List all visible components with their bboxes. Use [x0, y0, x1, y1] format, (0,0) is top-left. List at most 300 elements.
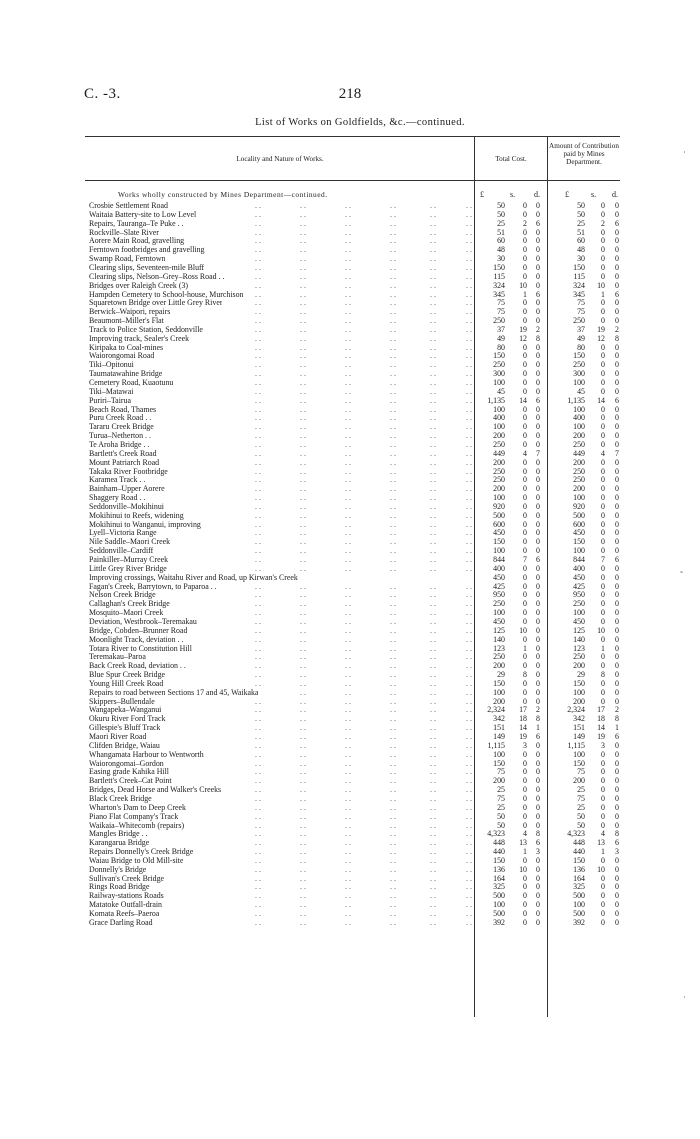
- leader-dots: . .: [300, 378, 306, 387]
- total-cost-cell: 400: [493, 563, 505, 573]
- leader-dots: . .: [466, 767, 472, 777]
- leader-dots: . .: [300, 431, 306, 441]
- leader-dots: . .: [255, 519, 261, 529]
- contribution-cell: 151: [573, 723, 585, 733]
- leader-dots: . .: [255, 413, 261, 423]
- table-row: [0, 759, 700, 768]
- leader-dots: . .: [390, 581, 396, 591]
- leader-dots: . .: [430, 201, 436, 210]
- total-cost-cell: 25: [497, 785, 505, 795]
- leader-dots: . .: [466, 625, 472, 635]
- contribution-cell: 0: [601, 793, 605, 803]
- contribution-cell: 250: [573, 316, 585, 326]
- currency-pence: d.: [534, 190, 540, 199]
- leader-dots: . .: [345, 324, 351, 334]
- contribution-cell: 100: [573, 404, 585, 414]
- total-cost-cell: 0: [523, 608, 527, 618]
- work-name: Kiripaka to Coal-mines: [89, 342, 164, 352]
- table-row: [0, 307, 700, 316]
- leader-dots: . .: [300, 776, 306, 786]
- contribution-cell: 1: [601, 643, 605, 653]
- contribution-cell: 0: [601, 493, 605, 503]
- table-row: [0, 847, 700, 856]
- work-name: Seddonville–Cardiff: [89, 546, 154, 556]
- leader-dots: . .: [390, 333, 396, 343]
- total-cost-cell: 0: [536, 510, 540, 520]
- leader-dots: . .: [255, 422, 261, 432]
- leader-dots: . .: [345, 590, 351, 600]
- total-cost-cell: 0: [523, 687, 527, 697]
- leader-dots: . .: [390, 723, 396, 733]
- leader-dots: . .: [300, 386, 306, 396]
- leader-dots: . .: [430, 873, 436, 883]
- leader-dots: . .: [466, 448, 472, 458]
- leader-dots: . .: [390, 705, 396, 715]
- contribution-cell: 0: [601, 696, 605, 706]
- leader-dots: . .: [466, 732, 472, 741]
- leader-dots: . .: [430, 714, 436, 724]
- leader-dots: . .: [255, 705, 261, 715]
- total-cost-cell: 250: [493, 466, 505, 476]
- total-cost-cell: 100: [493, 749, 505, 759]
- leader-dots: . .: [255, 537, 261, 547]
- leader-dots: . .: [255, 599, 261, 609]
- work-name: Mosquito–Maori Creek: [89, 608, 164, 618]
- total-cost-cell: 13: [519, 838, 527, 848]
- contribution-cell: 0: [615, 802, 619, 812]
- column-header-locality: Locality and Nature of Works.: [236, 155, 324, 163]
- contribution-cell: 0: [615, 634, 619, 644]
- work-name: Gillespie's Bluff Track: [89, 723, 161, 733]
- leader-dots: . .: [430, 811, 436, 821]
- leader-dots: . .: [255, 475, 261, 485]
- contribution-cell: 440: [573, 847, 585, 857]
- contribution-cell: 0: [601, 431, 605, 441]
- contribution-cell: 100: [573, 900, 585, 910]
- total-cost-cell: 0: [536, 413, 540, 423]
- contribution-cell: 425: [573, 581, 585, 591]
- contribution-cell: 25: [577, 785, 585, 795]
- table-row: [0, 874, 700, 883]
- table-row: [0, 493, 700, 502]
- leader-dots: . .: [466, 493, 472, 503]
- table-row: [0, 210, 700, 219]
- total-cost-cell: 0: [523, 917, 527, 927]
- leader-dots: . .: [466, 616, 472, 626]
- total-cost-cell: 17: [519, 705, 527, 715]
- contribution-cell: 0: [615, 342, 619, 352]
- leader-dots: . .: [300, 501, 306, 511]
- leader-dots: . .: [430, 838, 436, 848]
- work-name: Blue Spur Creek Bridge: [89, 670, 166, 680]
- total-cost-cell: 30: [497, 254, 505, 264]
- contribution-cell: 0: [615, 687, 619, 697]
- leader-dots: . .: [300, 652, 306, 662]
- contribution-cell: 150: [573, 855, 585, 865]
- leader-dots: . .: [300, 227, 306, 237]
- contribution-cell: 0: [601, 519, 605, 529]
- work-name: Seddonville–Mokihinui: [89, 501, 164, 511]
- contribution-cell: 0: [601, 369, 605, 379]
- leader-dots: . .: [300, 855, 306, 865]
- leader-dots: . .: [255, 590, 261, 600]
- contribution-cell: 0: [601, 678, 605, 688]
- leader-dots: . .: [345, 378, 351, 387]
- leader-dots: . .: [430, 581, 436, 591]
- leader-dots: . .: [345, 652, 351, 662]
- contribution-cell: 0: [615, 599, 619, 609]
- leader-dots: . .: [430, 386, 436, 396]
- total-cost-cell: 50: [497, 209, 505, 219]
- contribution-cell: 342: [573, 714, 585, 724]
- table-row: [0, 891, 700, 900]
- leader-dots: . .: [390, 802, 396, 812]
- total-cost-cell: 150: [493, 678, 505, 688]
- leader-dots: . .: [466, 378, 472, 387]
- leader-dots: . .: [466, 510, 472, 520]
- contribution-cell: 12: [597, 333, 605, 343]
- total-cost-cell: 6: [536, 555, 540, 564]
- leader-dots: . .: [390, 342, 396, 352]
- table-row: [0, 475, 700, 484]
- leader-dots: . .: [430, 909, 436, 918]
- table-row: [0, 794, 700, 803]
- leader-dots: . .: [255, 829, 261, 839]
- leader-dots: . .: [466, 245, 472, 255]
- table-row: [0, 688, 700, 697]
- table-row: [0, 369, 700, 378]
- total-cost-cell: 250: [493, 652, 505, 662]
- currency-pound: £: [480, 190, 484, 199]
- total-cost-cell: 60: [497, 236, 505, 246]
- contribution-cell: 0: [615, 298, 619, 308]
- leader-dots: . .: [430, 705, 436, 715]
- total-cost-cell: 150: [493, 537, 505, 547]
- leader-dots: . .: [466, 776, 472, 786]
- leader-dots: . .: [300, 616, 306, 626]
- leader-dots: . .: [300, 528, 306, 538]
- contribution-cell: 6: [615, 555, 619, 564]
- leader-dots: . .: [255, 342, 261, 352]
- contribution-cell: 0: [615, 413, 619, 423]
- leader-dots: . .: [300, 785, 306, 795]
- contribution-cell: 0: [601, 510, 605, 520]
- work-name: Cemetery Road, Kuaotunu: [89, 378, 174, 387]
- leader-dots: . .: [430, 829, 436, 839]
- contribution-cell: 100: [573, 546, 585, 556]
- contribution-cell: 0: [615, 670, 619, 680]
- contribution-cell: 0: [601, 262, 605, 272]
- total-cost-cell: 19: [519, 324, 527, 334]
- table-row: [0, 298, 700, 307]
- leader-dots: . .: [430, 847, 436, 857]
- leader-dots: . .: [430, 793, 436, 803]
- leader-dots: . .: [430, 369, 436, 379]
- total-cost-cell: 0: [536, 758, 540, 768]
- leader-dots: . .: [255, 678, 261, 688]
- work-name: Clearing slips, Seventeen-mile Bluff: [89, 262, 205, 272]
- leader-dots: . .: [300, 271, 306, 281]
- leader-dots: . .: [390, 271, 396, 281]
- leader-dots: . .: [390, 245, 396, 255]
- leader-dots: . .: [466, 271, 472, 281]
- work-name: Rockville–Slate River: [89, 227, 159, 237]
- leader-dots: . .: [255, 723, 261, 733]
- leader-dots: . .: [255, 749, 261, 759]
- total-cost-cell: 6: [536, 395, 540, 405]
- table-row: [0, 635, 700, 644]
- total-cost-cell: 450: [493, 572, 505, 582]
- total-cost-cell: 0: [523, 510, 527, 520]
- leader-dots: . .: [390, 873, 396, 883]
- leader-dots: . .: [255, 900, 261, 910]
- total-cost-cell: 0: [523, 873, 527, 883]
- leader-dots: . .: [345, 740, 351, 750]
- contribution-cell: 0: [615, 625, 619, 635]
- contribution-cell: 0: [615, 271, 619, 281]
- leader-dots: . .: [390, 811, 396, 821]
- total-cost-cell: 25: [497, 802, 505, 812]
- total-cost-cell: 0: [536, 599, 540, 609]
- contribution-cell: 0: [601, 661, 605, 671]
- total-cost-cell: 844: [493, 555, 505, 564]
- total-cost-cell: 0: [523, 262, 527, 272]
- leader-dots: . .: [466, 696, 472, 706]
- table-row: [0, 413, 700, 422]
- contribution-cell: 0: [601, 271, 605, 281]
- leader-dots: . .: [390, 917, 396, 927]
- contribution-cell: 75: [577, 307, 585, 317]
- total-cost-cell: 250: [493, 316, 505, 326]
- leader-dots: . .: [345, 891, 351, 901]
- leader-dots: . .: [345, 307, 351, 317]
- table-row: [0, 360, 700, 369]
- total-cost-cell: 0: [536, 209, 540, 219]
- contribution-cell: 75: [577, 767, 585, 777]
- total-cost-cell: 0: [523, 466, 527, 476]
- column-header-contribution: Amount of Contribution paid by Mines Department.: [549, 142, 619, 166]
- contribution-cell: 49: [577, 333, 585, 343]
- contribution-cell: 345: [573, 289, 585, 299]
- leader-dots: . .: [466, 546, 472, 556]
- leader-dots: . .: [345, 431, 351, 441]
- leader-dots: . .: [300, 599, 306, 609]
- leader-dots: . .: [345, 227, 351, 237]
- contribution-cell: 0: [615, 439, 619, 449]
- leader-dots: . .: [390, 900, 396, 910]
- total-cost-cell: 3: [523, 740, 527, 750]
- leader-dots: . .: [466, 369, 472, 379]
- contribution-cell: 0: [615, 767, 619, 777]
- leader-dots: . .: [300, 563, 306, 573]
- leader-dots: . .: [466, 749, 472, 759]
- total-cost-cell: 0: [523, 900, 527, 910]
- leader-dots: . .: [390, 466, 396, 476]
- total-cost-cell: 100: [493, 900, 505, 910]
- total-cost-cell: 0: [536, 271, 540, 281]
- leader-dots: . .: [300, 749, 306, 759]
- leader-dots: . .: [466, 909, 472, 918]
- contribution-cell: 200: [573, 457, 585, 467]
- contribution-cell: 150: [573, 262, 585, 272]
- work-name: Squaretown Bridge over Little Grey River: [89, 298, 223, 308]
- table-row: [0, 201, 700, 210]
- contribution-cell: 200: [573, 431, 585, 441]
- work-name: Clearing slips, Nelson–Grey–Ross Road . .: [89, 271, 225, 281]
- contribution-cell: 6: [615, 732, 619, 741]
- leader-dots: . .: [345, 245, 351, 255]
- total-cost-cell: 0: [523, 245, 527, 255]
- contribution-cell: 250: [573, 475, 585, 485]
- table-row: [0, 343, 700, 352]
- leader-dots: . .: [466, 608, 472, 618]
- table-row: [0, 909, 700, 918]
- currency-pence-2: d.: [612, 190, 618, 199]
- contribution-cell: 0: [615, 378, 619, 387]
- leader-dots: . .: [255, 767, 261, 777]
- table-row: [0, 608, 700, 617]
- total-cost-cell: 500: [493, 510, 505, 520]
- work-name: Nelson Creek Bridge: [89, 590, 156, 600]
- contribution-cell: 4: [601, 829, 605, 839]
- total-cost-cell: 0: [523, 236, 527, 246]
- leader-dots: . .: [466, 634, 472, 644]
- work-name: Skippers–Bullendale: [89, 696, 155, 706]
- total-cost-cell: 140: [493, 634, 505, 644]
- leader-dots: . .: [345, 785, 351, 795]
- total-cost-cell: 200: [493, 431, 505, 441]
- margin-mark: ˙: [683, 150, 686, 160]
- leader-dots: . .: [345, 723, 351, 733]
- total-cost-cell: 450: [493, 528, 505, 538]
- leader-dots: . .: [466, 386, 472, 396]
- leader-dots: . .: [390, 687, 396, 697]
- leader-dots: . .: [466, 209, 472, 219]
- total-cost-cell: 123: [493, 643, 505, 653]
- total-cost-cell: 0: [536, 422, 540, 432]
- leader-dots: . .: [345, 643, 351, 653]
- leader-dots: . .: [466, 847, 472, 857]
- leader-dots: . .: [255, 245, 261, 255]
- leader-dots: . .: [345, 528, 351, 538]
- table-row: [0, 900, 700, 909]
- leader-dots: . .: [300, 422, 306, 432]
- total-cost-cell: 0: [536, 678, 540, 688]
- leader-dots: . .: [390, 528, 396, 538]
- leader-dots: . .: [345, 360, 351, 370]
- leader-dots: . .: [255, 793, 261, 803]
- work-name: Mount Patriarch Road: [89, 457, 160, 467]
- total-cost-cell: 80: [497, 342, 505, 352]
- contribution-cell: 0: [615, 316, 619, 326]
- leader-dots: . .: [255, 404, 261, 414]
- leader-dots: . .: [430, 218, 436, 228]
- work-name: Bainham–Upper Aorere: [89, 484, 165, 494]
- contribution-cell: 14: [597, 723, 605, 733]
- leader-dots: . .: [430, 776, 436, 786]
- contribution-cell: 0: [615, 475, 619, 485]
- total-cost-cell: 0: [523, 793, 527, 803]
- leader-dots: . .: [390, 909, 396, 918]
- leader-dots: . .: [255, 847, 261, 857]
- work-name: Ferntown footbridges and gravelling: [89, 245, 205, 255]
- work-name: Donnelly's Bridge: [89, 864, 147, 874]
- contribution-cell: 125: [573, 625, 585, 635]
- leader-dots: . .: [345, 262, 351, 272]
- leader-dots: . .: [430, 484, 436, 494]
- contribution-cell: 100: [573, 749, 585, 759]
- leader-dots: . .: [390, 696, 396, 706]
- leader-dots: . .: [466, 466, 472, 476]
- leader-dots: . .: [345, 395, 351, 405]
- leader-dots: . .: [390, 785, 396, 795]
- total-cost-cell: 50: [497, 811, 505, 821]
- contribution-cell: 136: [573, 864, 585, 874]
- contribution-cell: 0: [615, 616, 619, 626]
- total-cost-cell: 250: [493, 599, 505, 609]
- total-cost-cell: 149: [493, 732, 505, 741]
- total-cost-cell: 0: [523, 855, 527, 865]
- contribution-cell: 0: [601, 378, 605, 387]
- total-cost-cell: 0: [523, 661, 527, 671]
- total-cost-cell: 8: [536, 829, 540, 839]
- work-name: Karamea Track . .: [89, 475, 146, 485]
- total-cost-cell: 400: [493, 413, 505, 423]
- leader-dots: . .: [430, 324, 436, 334]
- contribution-cell: 0: [615, 776, 619, 786]
- leader-dots: . .: [255, 811, 261, 821]
- total-cost-cell: 392: [493, 917, 505, 927]
- work-name: Mangles Bridge . .: [89, 829, 148, 839]
- leader-dots: . .: [390, 519, 396, 529]
- total-cost-cell: 19: [519, 732, 527, 741]
- total-cost-cell: 0: [523, 776, 527, 786]
- leader-dots: . .: [345, 386, 351, 396]
- leader-dots: . .: [345, 749, 351, 759]
- leader-dots: . .: [300, 236, 306, 246]
- leader-dots: . .: [430, 209, 436, 219]
- leader-dots: . .: [300, 351, 306, 361]
- total-cost-cell: 100: [493, 404, 505, 414]
- leader-dots: . .: [255, 555, 261, 564]
- leader-dots: . .: [390, 378, 396, 387]
- leader-dots: . .: [466, 289, 472, 299]
- total-cost-cell: 164: [493, 873, 505, 883]
- table-row: [0, 856, 700, 865]
- contribution-cell: 50: [577, 209, 585, 219]
- table-row: [0, 290, 700, 299]
- contribution-cell: 325: [573, 882, 585, 892]
- page-title: List of Works on Goldfields, &c.—continued.: [255, 117, 465, 128]
- contribution-cell: 0: [615, 245, 619, 255]
- leader-dots: . .: [255, 254, 261, 264]
- leader-dots: . .: [466, 439, 472, 449]
- total-cost-cell: 0: [523, 369, 527, 379]
- work-name: Takaka River Footbridge: [89, 466, 168, 476]
- total-cost-cell: 0: [523, 882, 527, 892]
- contribution-cell: 400: [573, 413, 585, 423]
- table-row: [0, 812, 700, 821]
- leader-dots: . .: [345, 563, 351, 573]
- contribution-cell: 0: [601, 537, 605, 547]
- leader-dots: . .: [255, 563, 261, 573]
- contribution-cell: 950: [573, 590, 585, 600]
- contribution-cell: 0: [615, 900, 619, 910]
- table-row: [0, 838, 700, 847]
- leader-dots: . .: [345, 439, 351, 449]
- table-row: [0, 405, 700, 414]
- leader-dots: . .: [255, 838, 261, 848]
